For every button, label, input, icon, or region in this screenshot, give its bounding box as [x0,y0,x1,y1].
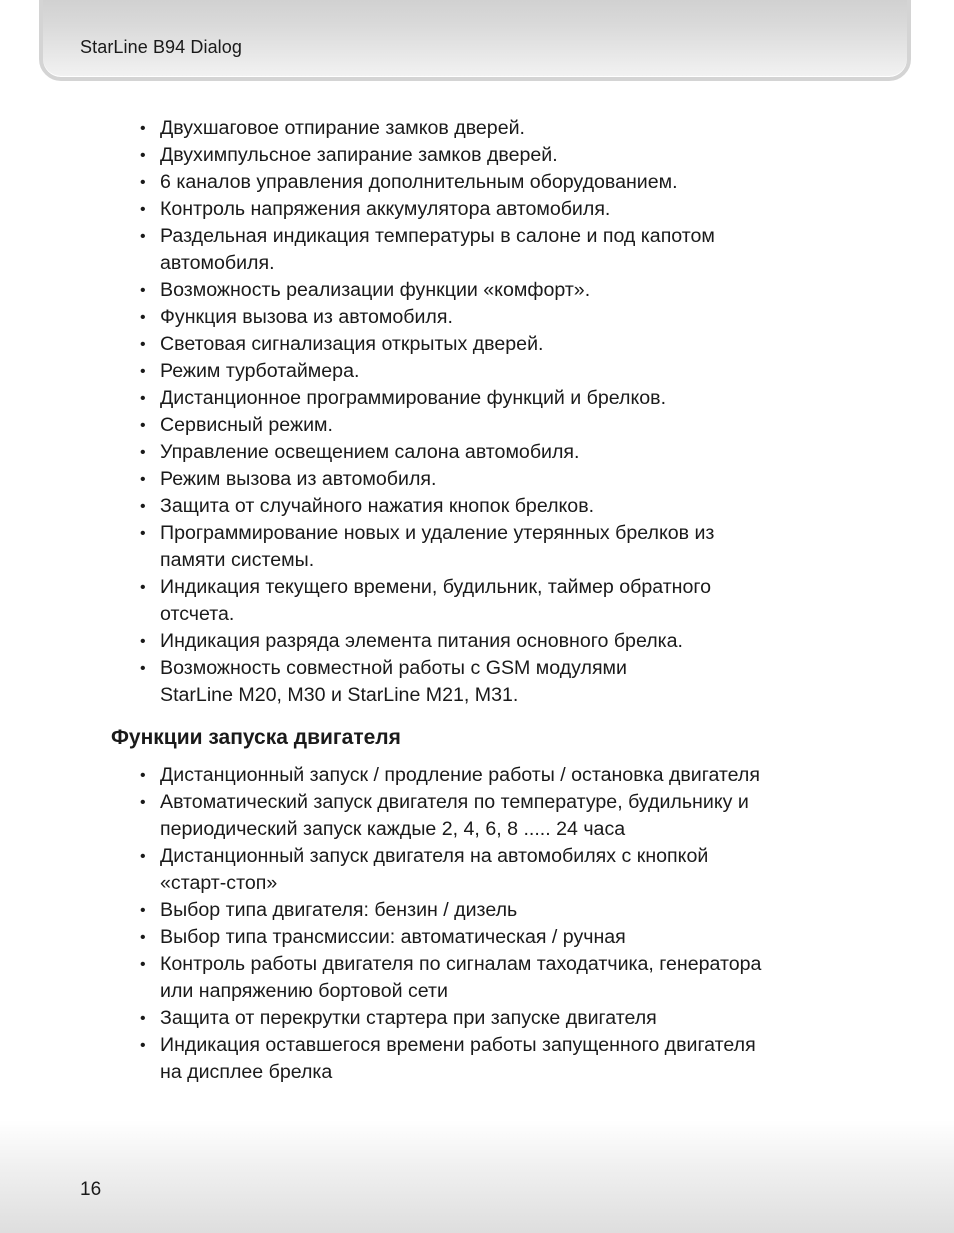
list-item: • Двухшаговое отпирание замков дверей. [140,115,715,142]
page-number: 16 [80,1179,102,1200]
document-title: StarLine B94 Dialog [80,37,243,57]
list-item: • Управление освещением салона автомобиля. [140,439,715,466]
list-item: • Функция вызова из автомобиля. [140,304,715,331]
list-item: • Индикация текущего времени, будильник, таймер обратного отсчета. [140,574,715,628]
list-item: • Защита от случайного нажатия кнопок брелков. [140,493,715,520]
list-item: • Двухимпульсное запирание замков дверей. [140,142,715,169]
list-item: • Выбор типа трансмиссии: автоматическая / ручная [140,924,761,951]
list-item: • Сервисный режим. [140,412,715,439]
list-item: • Дистанционный запуск двигателя на автомобилях с кнопкой «старт-стоп» [140,843,761,897]
engine-start-list [140,762,761,1086]
list-item: • Выбор типа двигателя: бензин / дизель [140,897,761,924]
list-item: • Контроль работы двигателя по сигналам таходатчика, генератора или напряжению бортовой сети [140,951,761,1005]
list-item: • Индикация разряда элемента питания основного брелка. [140,628,715,655]
list-item: • Световая сигнализация открытых дверей. [140,331,715,358]
list-item: • Раздельная индикация температуры в салоне и под капотом автомобиля. [140,223,715,277]
list-item: • Защита от перекрутки стартера при запуске двигателя [140,1005,761,1032]
list-item: • Возможность реализации функции «комфорт». [140,277,715,304]
list-item: • Дистанционный запуск / продление работы / остановка двигателя [140,762,761,789]
features-list [140,115,715,709]
list-item: • 6 каналов управления дополнительным оборудованием. [140,169,715,196]
list-item: • Дистанционное программирование функций и брелков. [140,385,715,412]
list-item: • Автоматический запуск двигателя по температуре, будильнику и периодический запуск каждые 2, 4, 6, 8 ..... 24 часа [140,789,761,843]
list-item: • Режим турботаймера. [140,358,715,385]
list-item: • Режим вызова из автомобиля. [140,466,715,493]
list-item: • Индикация оставшегося времени работы запущенного двигателя на дисплее брелка [140,1032,761,1086]
list-item: • Возможность совместной работы с GSM модулями StarLine M20, M30 и StarLine M21, M31. [140,655,715,709]
footer-band [0,1120,954,1233]
section-heading-engine-start: Функции запуска двигателя [111,726,401,749]
list-item: • Программирование новых и удаление утерянных брелков из памяти системы. [140,520,715,574]
list-item: • Контроль напряжения аккумулятора автомобиля. [140,196,715,223]
